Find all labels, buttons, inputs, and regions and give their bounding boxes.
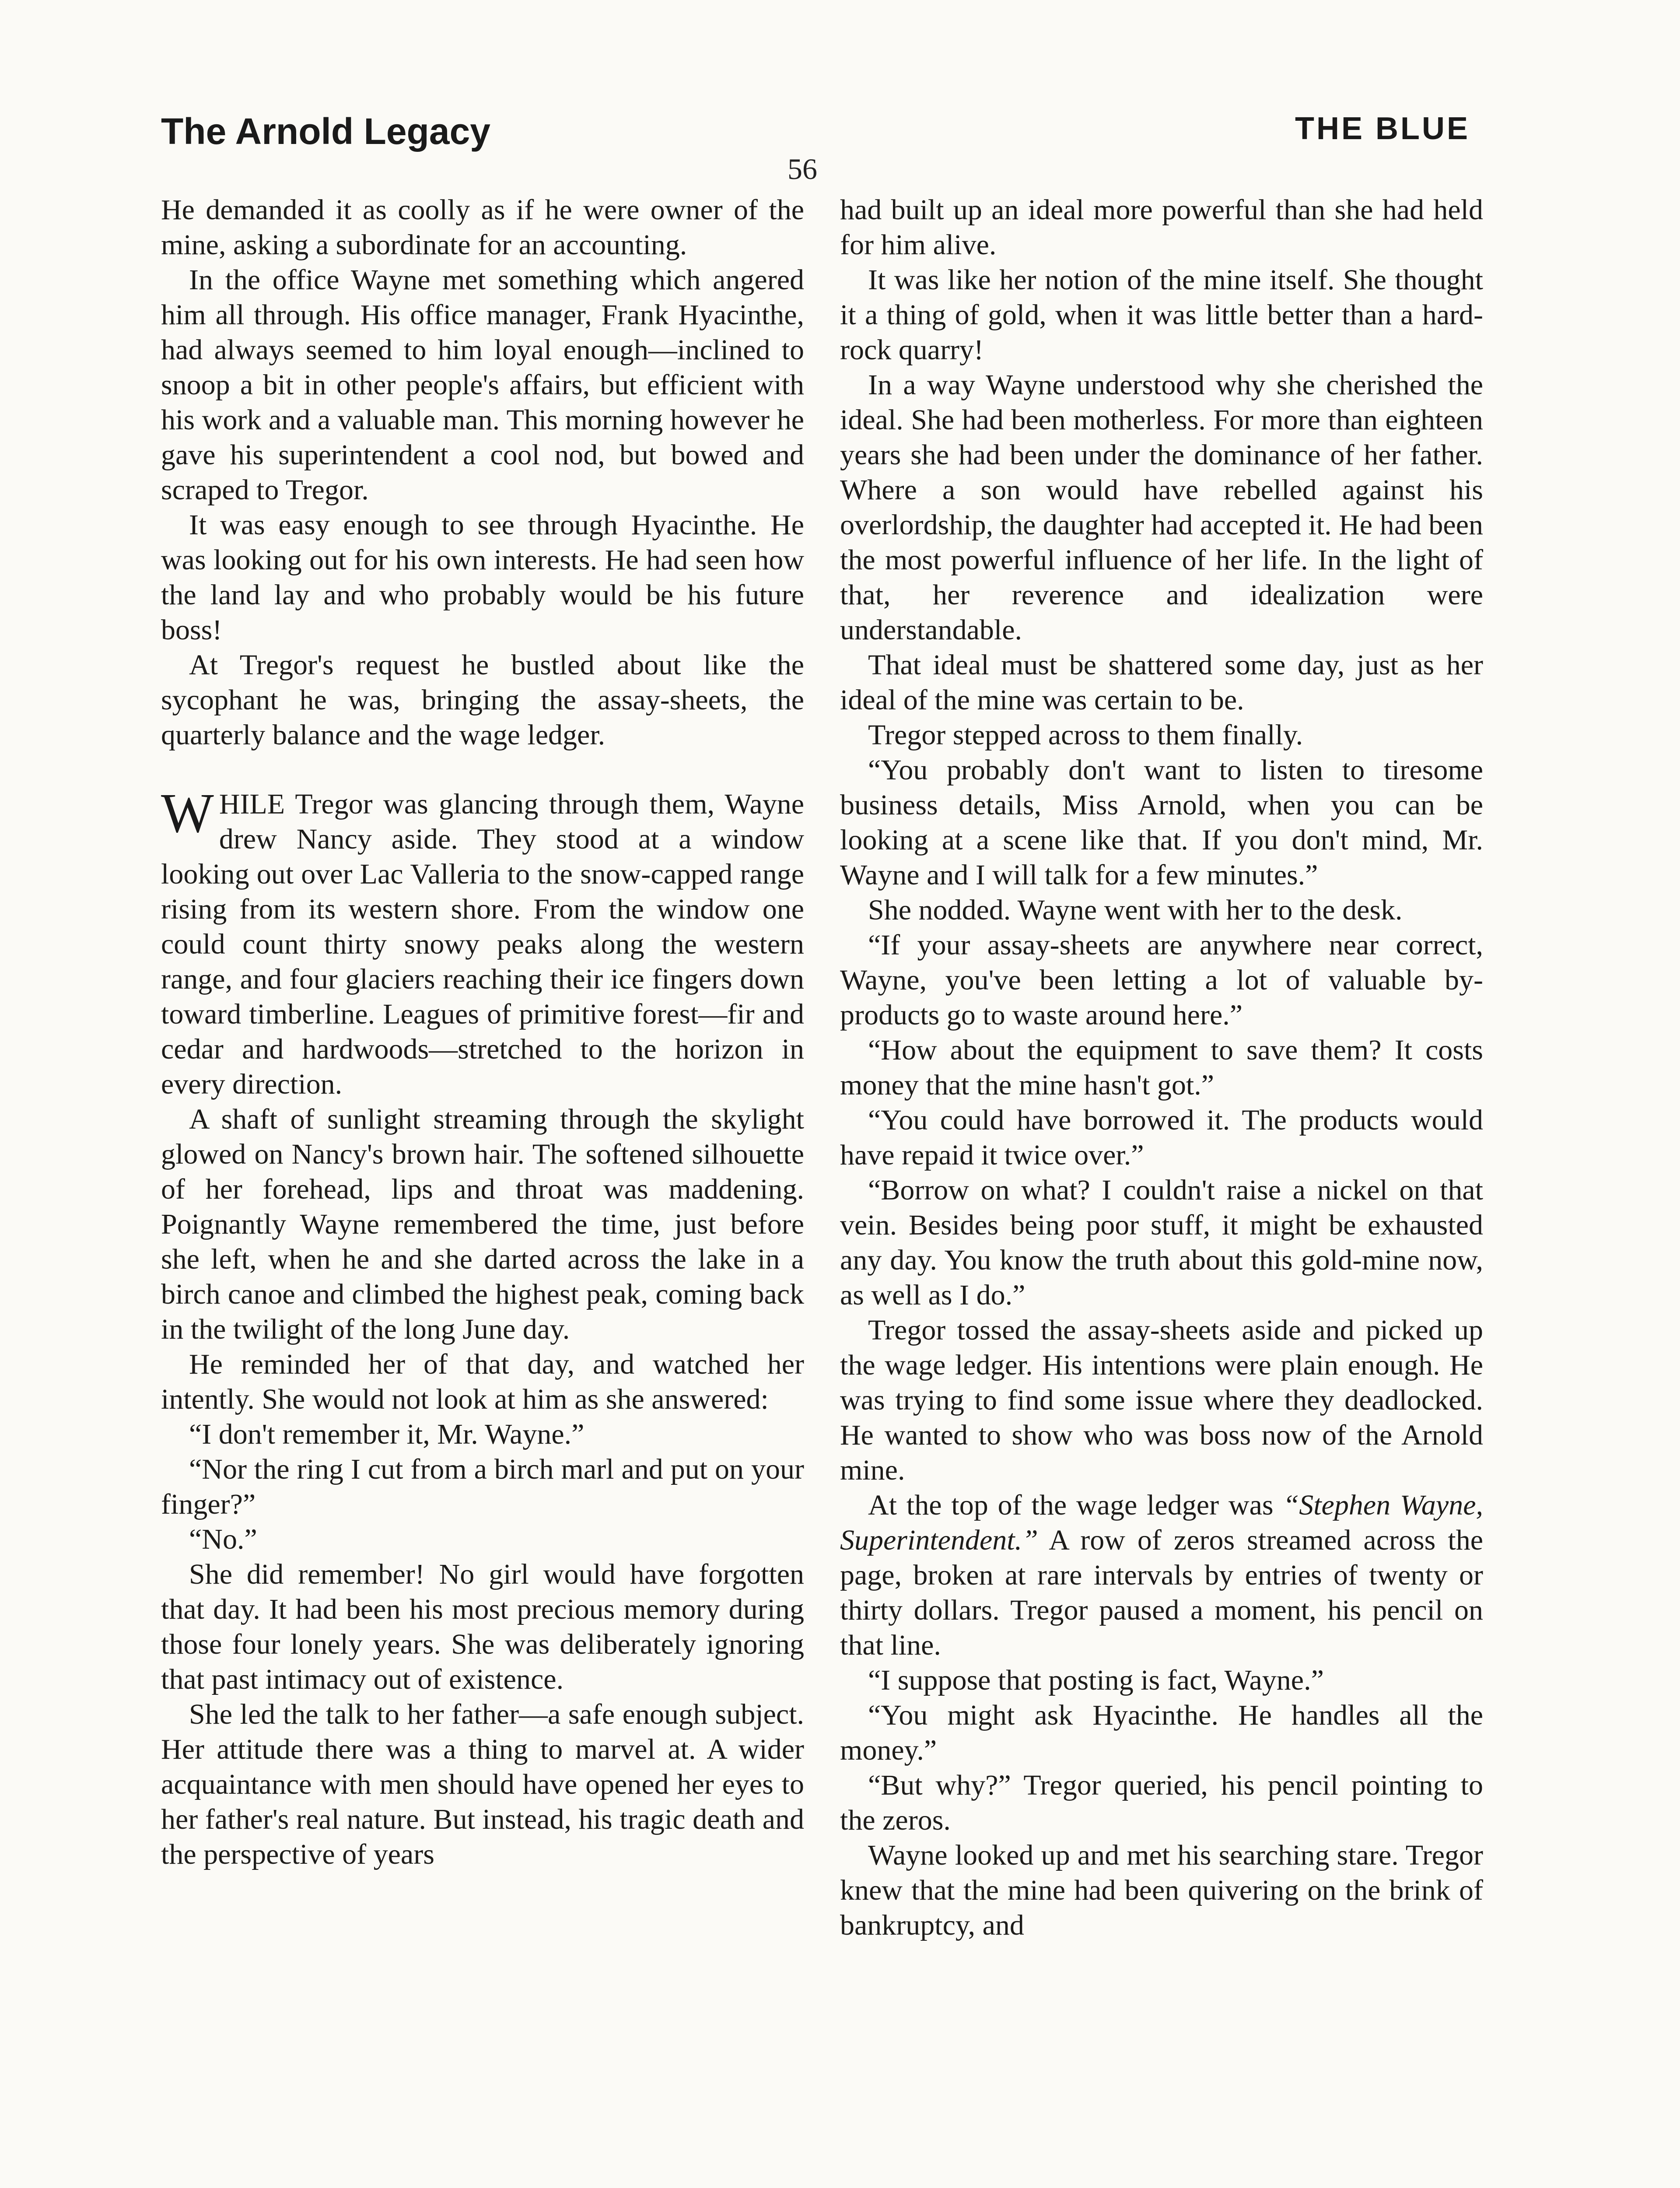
paragraph: had built up an ideal more powerful than she had held for him alive. [840,194,1483,261]
paragraph: “Nor the ring I cut from a birch marl and put on your finger?” [161,1453,804,1520]
paragraph: He demanded it as coolly as if he were owner of the mine, asking a subordinate for an accounting. [161,194,804,261]
paragraph: “Borrow on what? I couldn't raise a nickel on that vein. Besides being poor stuff, it might be exhausted any day. You know the truth about this gold-mine now, as well as I do.” [840,1174,1483,1311]
paragraph: At Tregor's request he bustled about like the sycophant he was, bringing the assay-sheets, the quarterly balance and the wage ledger. [161,649,804,751]
left-column [161,193,804,1872]
paragraph: He reminded her of that day, and watched her intently. She would not look at him as she answered: [161,1348,804,1415]
paragraph: In the office Wayne met something which angered him all through. His office manager, Frank Hyacinthe, had always seemed to him loyal enough—inclined to snoop a bit in other people's affairs, but efficient with his work and a valuable man. This morning however he gave his superintendent a cool nod, but bowed and scraped to Tregor. [161,264,804,506]
page-number: 56 [788,152,817,186]
paragraph: It was easy enough to see through Hyacinthe. He was looking out for his own interests. He had seen how the land lay and who probably would be his future boss! [161,509,804,646]
paragraph: “You could have borrowed it. The products would have repaid it twice over.” [840,1104,1483,1171]
paragraph: It was like her notion of the mine itself. She thought it a thing of gold, when it was little better than a hard-rock quarry! [840,264,1483,366]
paragraph: She did remember! No girl would have forgotten that day. It had been his most precious memory during those four lonely years. She was deliberately ignoring that past intimacy out of existence. [161,1558,804,1695]
paragraph: “How about the equipment to save them? It costs money that the mine hasn't got.” [840,1034,1483,1101]
paragraph: “You might ask Hyacinthe. He handles all the money.” [840,1699,1483,1766]
paragraph: “But why?” Tregor queried, his pencil pointing to the zeros. [840,1769,1483,1836]
section-start-paragraph [161,782,804,1102]
paragraph: Wayne looked up and met his searching stare. Tregor knew that the mine had been quivering on the brink of bankruptcy, and [840,1839,1483,1941]
ledger-entry-italic: “Stephen Wayne, Superintendent.” [840,1489,1484,1556]
story-title: The Arnold Legacy [161,111,491,152]
paragraph: A shaft of sunlight streaming through the skylight glowed on Nancy's brown hair. The softened silhouette of her forehead, lips and throat was maddening. Poignantly Wayne remembered the time, just before she left, when he and she darted across the lake in a birch canoe and climbed the highest peak, coming back in the twilight of the long June day. [161,1103,804,1345]
paragraph: That ideal must be shattered some day, just as her ideal of the mine was certain to be. [840,649,1483,716]
paragraph: Tregor tossed the assay-sheets aside and picked up the wage ledger. His intentions were plain enough. He was trying to find some issue where they deadlocked. He wanted to show who was boss now of the Arnold mine. [840,1314,1483,1486]
paragraph: “I don't remember it, Mr. Wayne.” [189,1418,584,1450]
paragraph: Tregor stepped across to them finally. [868,719,1303,751]
paragraph: “If your assay-sheets are anywhere near correct, Wayne, you've been letting a lot of valuable by-products go to waste around here.” [840,929,1483,1031]
paragraph [840,1488,1483,1663]
paragraph: “No.” [189,1523,257,1555]
magazine-name: THE BLUE [1295,111,1470,146]
paragraph: “I suppose that posting is fact, Wayne.” [868,1664,1324,1696]
paragraph-text: HILE Tregor was glancing through them, Wayne drew Nancy aside. They stood at a window looking out over Lac Valleria to the snow-capped range rising from its western shore. From the window one could count thirty snowy peaks along the western range, and four glaciers reaching their ice fingers down toward timberline. Leagues of primitive forest—fir and cedar and hardwoods—stretched to the horizon in every direction. [161,788,804,1100]
paragraph: She nodded. Wayne went with her to the desk. [868,894,1403,926]
paragraph: In a way Wayne understood why she cherished the ideal. She had been motherless. For more than eighteen years she had been under the dominance of her father. Where a son would have rebelled against his overlordship, the daughter had accepted it. He had been the most powerful influence of her life. In the light of that, her reverence and idealization were understandable. [840,369,1483,646]
paragraph-text: At the top of the wage ledger was [868,1489,1274,1521]
paragraph-text: A row of zeros streamed across the page, broken at rare intervals by entries of twenty or thirty dollars. Tregor paused a moment, his pencil on that line. [840,1524,1483,1661]
paragraph: She led the talk to her father—a safe enough subject. Her attitude there was a thing to marvel at. A wider acquaintance with men should have opened her eyes to her father's real nature. But instead, his tragic death and the perspective of years [161,1698,804,1870]
paragraph: “You probably don't want to listen to tiresome business details, Miss Arnold, when you can be looking at a scene like that. If you don't mind, Mr. Wayne and I will talk for a few minutes.” [840,754,1483,891]
drop-cap: W [161,782,214,844]
right-column [840,193,1483,1943]
